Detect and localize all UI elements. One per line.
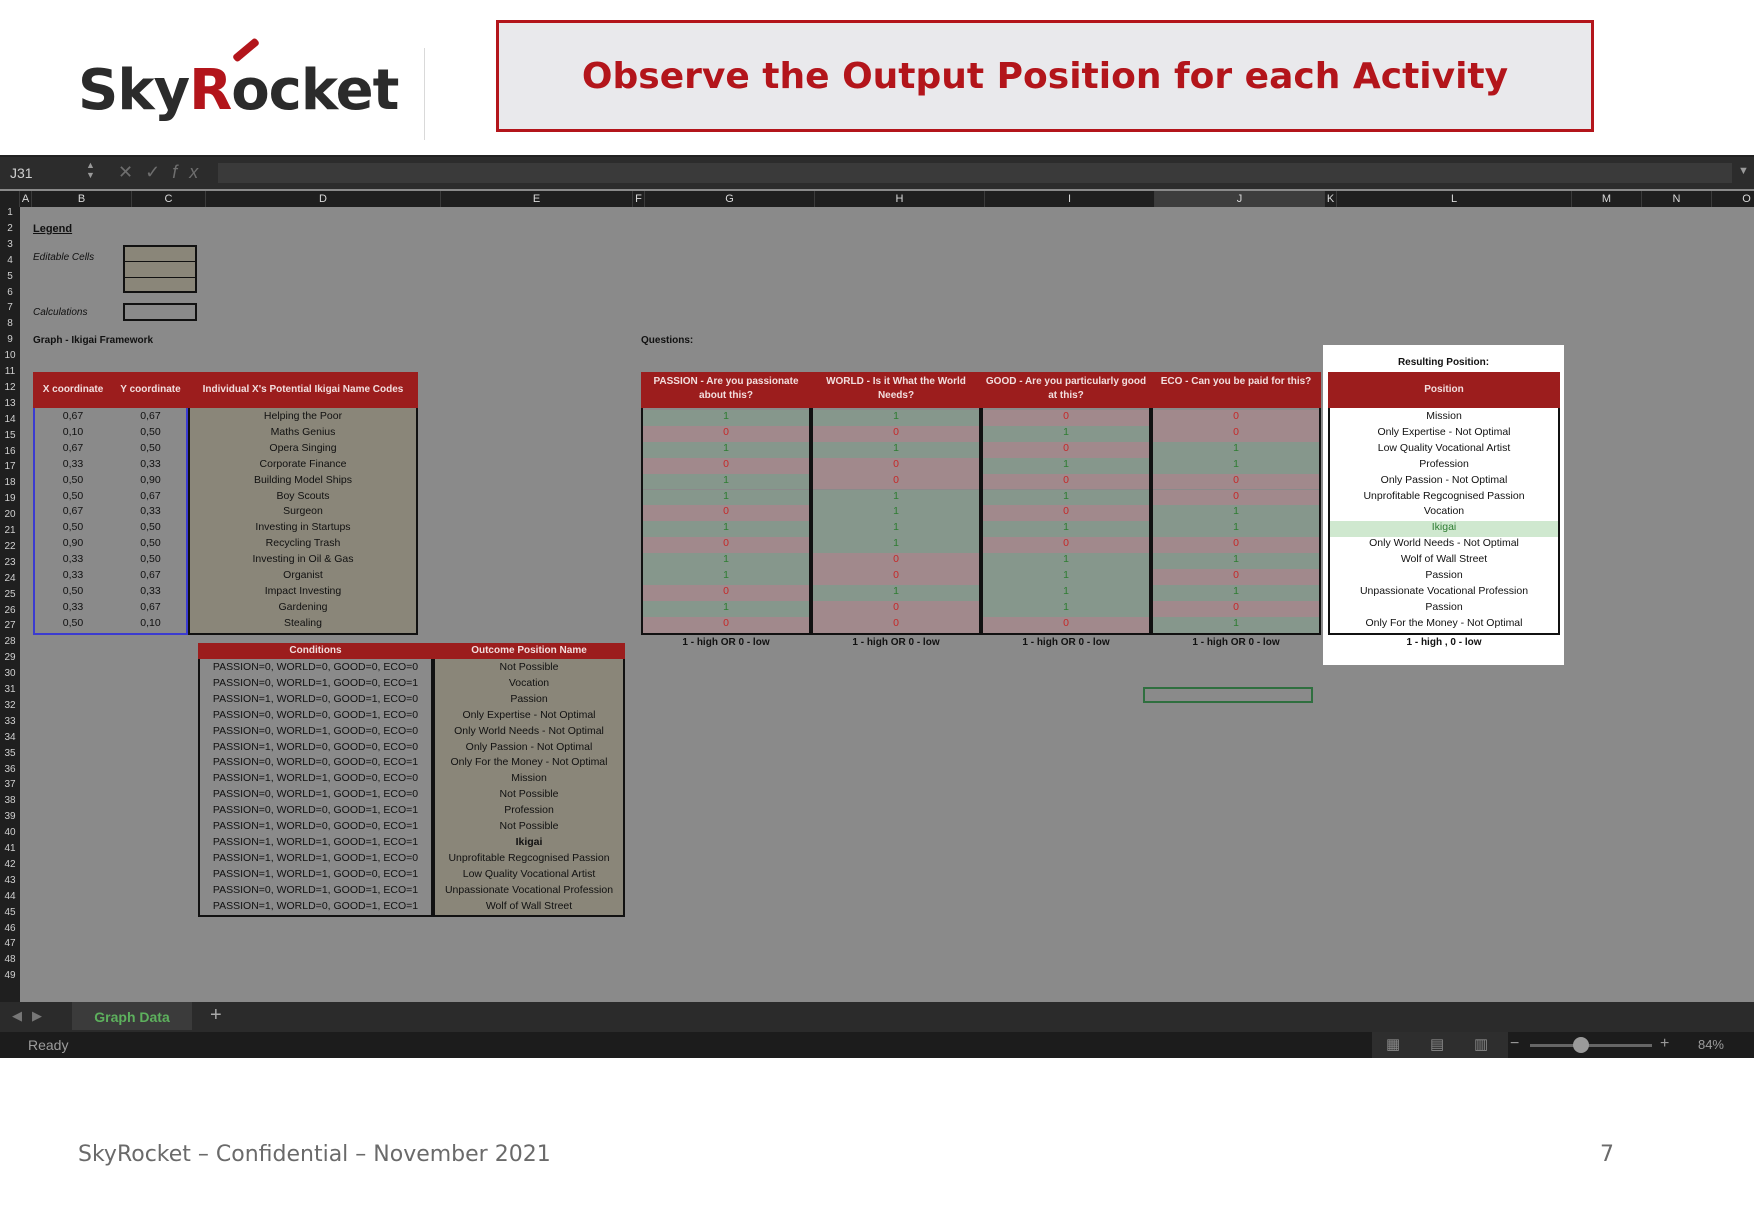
zoom-in-icon[interactable]: + (1660, 1035, 1670, 1052)
column-header[interactable]: D (206, 191, 441, 207)
condition-cell[interactable]: PASSION=0, WORLD=0, GOOD=0, ECO=1 (212, 756, 419, 769)
question-value-cell[interactable]: 1 (643, 474, 809, 490)
sheet-tab-bar (0, 1002, 1754, 1032)
page-break-icon[interactable]: ▥ (1474, 1036, 1489, 1053)
position-header: Position (1328, 372, 1560, 408)
row-header[interactable]: 37 (4, 779, 16, 791)
position-cell[interactable]: Vocation (1423, 505, 1465, 518)
main-table-cell[interactable]: Recycling Trash (265, 537, 341, 550)
column-header[interactable]: G (645, 191, 815, 207)
main-table-cell[interactable]: Boy Scouts (276, 489, 330, 502)
condition-cell[interactable]: PASSION=1, WORLD=0, GOOD=1, ECO=1 (212, 899, 419, 912)
column-header[interactable]: J (1155, 191, 1325, 207)
question-value-cell[interactable]: 1 (1153, 553, 1319, 569)
row-header[interactable]: 31 (4, 684, 16, 695)
outcome-cell[interactable]: Mission (511, 772, 547, 785)
zoom-slider[interactable] (1530, 1044, 1652, 1047)
main-table-cell[interactable]: Opera Singing (269, 441, 337, 454)
outcome-cell[interactable]: Not Possible (499, 820, 559, 832)
slide-title-box (496, 20, 1594, 132)
main-table-cell[interactable]: Helping the Poor (263, 410, 343, 422)
row-header[interactable]: 20 (4, 509, 16, 521)
row-header[interactable]: 41 (4, 843, 16, 854)
row-header[interactable]: 26 (4, 604, 16, 616)
name-box-stepper-icon[interactable]: ▲ ▼ (86, 160, 95, 180)
question-value-cell[interactable]: 0 (1153, 490, 1319, 506)
column-headers (0, 191, 1754, 207)
column-header[interactable]: N (1642, 191, 1712, 207)
normal-view-icon[interactable]: ▦ (1386, 1036, 1401, 1053)
main-table-cell[interactable]: 0,67 (140, 410, 161, 422)
position-cell[interactable]: Passion (1425, 600, 1463, 613)
selected-cell-j31[interactable] (1143, 687, 1313, 703)
question-value-cell[interactable]: 1 (983, 601, 1149, 617)
add-sheet-button[interactable]: + (210, 1004, 222, 1026)
outcome-cell[interactable]: Low Quality Vocational Artist (462, 867, 596, 880)
position-cell[interactable]: Profession (1419, 457, 1469, 470)
position-cell[interactable]: Unpassionate Vocational Profession (1359, 584, 1529, 597)
main-table-cell[interactable]: 0,50 (62, 473, 84, 486)
position-cell[interactable]: Passion (1425, 569, 1463, 581)
main-table-cell[interactable]: Building Model Ships (253, 473, 353, 486)
question-value-cell[interactable]: 0 (983, 537, 1149, 553)
question-value-cell[interactable]: 0 (813, 617, 979, 633)
row-header[interactable]: 36 (4, 763, 16, 775)
main-table-cell[interactable]: 0,50 (62, 489, 84, 502)
condition-cell[interactable]: PASSION=1, WORLD=0, GOOD=1, ECO=0 (212, 692, 419, 705)
condition-cell[interactable]: PASSION=0, WORLD=0, GOOD=1, ECO=0 (212, 708, 419, 721)
excel-window (0, 155, 1754, 1058)
question-footer: 1 - high OR 0 - low (1022, 636, 1110, 648)
position-footer: 1 - high , 0 - low (1406, 636, 1482, 648)
question-value-cell[interactable]: 0 (983, 410, 1149, 426)
main-table-cell[interactable]: 0,33 (140, 505, 161, 518)
question-header: PASSION - Are you passionate about this? (641, 372, 811, 408)
question-value-cell[interactable]: 0 (813, 426, 979, 442)
question-footer: 1 - high OR 0 - low (852, 636, 940, 648)
question-value-cell[interactable]: 1 (983, 426, 1149, 442)
question-value-cell[interactable]: 0 (813, 569, 979, 585)
condition-cell[interactable]: PASSION=1, WORLD=0, GOOD=0, ECO=0 (212, 740, 419, 753)
question-value-cell[interactable]: 0 (983, 617, 1149, 633)
question-value-cell[interactable]: 1 (643, 410, 809, 426)
question-footer: 1 - high OR 0 - low (1192, 636, 1280, 648)
question-value-cell[interactable]: 0 (1153, 474, 1319, 490)
main-table-cell[interactable]: 0,67 (140, 569, 161, 581)
logo-text (78, 58, 398, 123)
outcome-cell[interactable]: Wolf of Wall Street (485, 899, 573, 912)
column-header[interactable]: H (815, 191, 985, 207)
outcome-header: Outcome Position Name (433, 643, 625, 659)
main-table-cell[interactable]: Organist (283, 569, 323, 581)
column-header[interactable]: M (1572, 191, 1642, 207)
row-header[interactable]: 33 (4, 715, 16, 727)
main-table-cell[interactable]: 0,33 (62, 553, 84, 566)
column-header[interactable]: F (633, 191, 645, 207)
outcome-cell[interactable]: Not Possible (499, 788, 559, 801)
question-value-cell[interactable]: 0 (1153, 410, 1319, 426)
status-bar (0, 1032, 1754, 1058)
row-header[interactable]: 49 (4, 970, 16, 982)
row-header[interactable]: 21 (4, 525, 16, 536)
outcome-cell[interactable]: Only World Needs - Not Optimal (454, 724, 604, 737)
outcome-cell[interactable]: Only For the Money - Not Optimal (450, 756, 608, 769)
row-header[interactable]: 47 (4, 938, 16, 950)
outcome-cell[interactable]: Only Passion - Not Optimal (465, 740, 593, 753)
question-value-cell[interactable]: 0 (813, 474, 979, 490)
position-cell[interactable]: Only Expertise - Not Optimal (1377, 425, 1511, 438)
question-header: WORLD - Is it What the World Needs? (811, 372, 981, 408)
condition-cell[interactable]: PASSION=1, WORLD=0, GOOD=0, ECO=1 (212, 820, 419, 832)
row-header[interactable]: 45 (4, 906, 16, 918)
question-value-cell[interactable]: 0 (983, 442, 1149, 458)
position-cell[interactable]: Mission (1426, 410, 1462, 422)
question-value-cell[interactable]: 1 (983, 458, 1149, 474)
row-header[interactable]: 13 (4, 397, 16, 409)
row-header[interactable]: 46 (4, 922, 16, 934)
question-value-cell[interactable]: 1 (813, 490, 979, 506)
row-header[interactable]: 2 (7, 222, 13, 234)
condition-cell[interactable]: PASSION=0, WORLD=1, GOOD=1, ECO=1 (212, 883, 419, 896)
main-table-cell[interactable]: 0,33 (62, 569, 84, 581)
question-value-cell[interactable]: 0 (1153, 569, 1319, 585)
row-header[interactable]: 40 (4, 827, 16, 839)
status-ready: Ready (28, 1037, 69, 1053)
slide-footer: SkyRocket – Confidential – November 2021 (78, 1142, 551, 1167)
row-header[interactable]: 44 (4, 890, 16, 902)
column-header[interactable]: E (441, 191, 633, 207)
row-header[interactable]: 7 (7, 302, 13, 314)
row-header[interactable]: 9 (7, 334, 13, 346)
question-value-cell[interactable]: 1 (813, 537, 979, 553)
question-value-cell[interactable]: 1 (983, 521, 1149, 537)
row-header[interactable]: 29 (4, 652, 16, 664)
row-header[interactable]: 23 (4, 556, 16, 568)
tab-scroll-arrows-icon[interactable]: ◀▶ (12, 1008, 52, 1023)
question-value-cell[interactable]: 1 (813, 442, 979, 458)
question-value-cell[interactable]: 0 (1153, 426, 1319, 442)
zoom-out-icon[interactable]: − (1510, 1035, 1520, 1052)
question-value-cell[interactable]: 1 (813, 585, 979, 601)
sheet-tab-graph-data[interactable]: Graph Data (72, 1002, 192, 1030)
main-table-cell[interactable]: 0,50 (140, 521, 161, 534)
row-header[interactable]: 24 (4, 572, 16, 584)
question-value-cell[interactable]: 0 (813, 458, 979, 474)
outcome-cell[interactable]: Only Expertise - Not Optimal (462, 708, 596, 721)
main-table-cell[interactable]: 0,50 (140, 553, 161, 566)
questions-label: Questions: (641, 335, 694, 346)
column-header[interactable]: B (32, 191, 132, 207)
legend-editable-label: Editable Cells (33, 252, 95, 263)
legend-calculations-label: Calculations (33, 307, 88, 318)
position-cell[interactable]: Ikigai (1330, 521, 1558, 537)
condition-cell[interactable]: PASSION=1, WORLD=1, GOOD=1, ECO=0 (212, 851, 419, 864)
main-table-cell[interactable]: Investing in Startups (255, 521, 351, 534)
formula-input[interactable] (218, 163, 1732, 183)
page-layout-icon[interactable]: ▤ (1430, 1036, 1445, 1053)
question-value-cell[interactable]: 1 (1153, 521, 1319, 537)
row-header[interactable]: 42 (4, 858, 16, 870)
condition-cell[interactable]: PASSION=0, WORLD=1, GOOD=1, ECO=0 (212, 788, 419, 801)
skyrocket-logo (78, 40, 398, 140)
outcome-cell[interactable]: Vocation (508, 676, 550, 689)
question-value-cell[interactable]: 0 (643, 505, 809, 521)
question-header: GOOD - Are you particularly good at this? (981, 372, 1151, 408)
logo-part-r: R (189, 58, 232, 123)
row-header[interactable]: 6 (7, 286, 13, 298)
row-header[interactable]: 17 (4, 461, 16, 473)
question-value-cell[interactable]: 1 (813, 505, 979, 521)
formula-expand-icon[interactable]: ▼ (1738, 165, 1749, 177)
main-table-cell[interactable]: 0,50 (140, 537, 161, 550)
main-table-cell[interactable]: Stealing (284, 616, 322, 629)
column-header[interactable]: A (20, 191, 32, 207)
column-header[interactable]: K (1325, 191, 1337, 207)
row-header[interactable]: 5 (7, 270, 13, 282)
select-all-corner[interactable] (0, 191, 20, 207)
row-header[interactable]: 18 (4, 477, 16, 489)
main-table-cell[interactable]: 0,67 (62, 410, 84, 422)
logo-part-ocket: ocket (231, 58, 399, 123)
conditions-header: Conditions (198, 643, 433, 659)
main-table-cell[interactable]: Gardening (278, 600, 328, 613)
position-cell[interactable]: Only For the Money - Not Optimal (1365, 616, 1523, 629)
fx-icon[interactable]: fx (172, 162, 211, 182)
formula-icons (118, 162, 210, 183)
question-value-cell[interactable]: 0 (643, 426, 809, 442)
main-table-header: Y coordinate (113, 372, 188, 408)
question-value-cell[interactable]: 1 (813, 410, 979, 426)
question-value-cell[interactable]: 0 (983, 474, 1149, 490)
main-table-cell[interactable]: Surgeon (283, 505, 323, 518)
question-value-cell[interactable]: 0 (1153, 537, 1319, 553)
main-table-cell[interactable]: 0,33 (62, 600, 84, 613)
row-header[interactable]: 16 (4, 445, 16, 457)
row-header[interactable]: 48 (4, 954, 16, 966)
main-table-cell[interactable]: Impact Investing (264, 584, 342, 597)
row-header[interactable]: 15 (4, 429, 16, 441)
row-header[interactable]: 28 (4, 636, 16, 648)
main-table-cell[interactable]: 0,50 (62, 584, 84, 597)
main-table-cell[interactable]: 0,50 (62, 521, 84, 534)
question-header: ECO - Can you be paid for this? (1151, 372, 1321, 408)
position-cell[interactable]: Only World Needs - Not Optimal (1369, 537, 1519, 550)
row-headers (0, 207, 20, 1002)
outcome-cell[interactable]: Unprofitable Regcognised Passion (448, 851, 610, 864)
question-value-cell[interactable]: 1 (983, 585, 1149, 601)
question-value-cell[interactable]: 1 (1153, 505, 1319, 521)
main-table-cell[interactable]: 0,33 (140, 457, 161, 470)
question-value-cell[interactable]: 0 (643, 585, 809, 601)
row-header[interactable]: 3 (7, 238, 13, 250)
main-table-cell[interactable]: 0,67 (62, 505, 84, 518)
question-value-cell[interactable]: 1 (1153, 442, 1319, 458)
question-value-cell[interactable]: 1 (983, 569, 1149, 585)
row-header[interactable]: 43 (4, 874, 16, 886)
row-header[interactable]: 30 (4, 668, 16, 680)
question-value-cell[interactable]: 0 (813, 601, 979, 617)
outcome-cell[interactable]: Unpassionate Vocational Profession (444, 883, 614, 896)
question-value-cell[interactable]: 1 (1153, 458, 1319, 474)
condition-cell[interactable]: PASSION=0, WORLD=0, GOOD=1, ECO=1 (212, 804, 419, 817)
row-header[interactable]: 12 (4, 381, 16, 393)
row-header[interactable]: 34 (4, 731, 16, 743)
question-value-cell[interactable]: 1 (643, 553, 809, 569)
question-value-cell[interactable]: 1 (643, 490, 809, 506)
question-value-cell[interactable]: 1 (1153, 585, 1319, 601)
condition-cell[interactable]: PASSION=0, WORLD=0, GOOD=0, ECO=0 (212, 661, 419, 673)
main-table-cell[interactable]: 0,33 (140, 584, 161, 597)
header-divider (424, 48, 425, 140)
row-header[interactable]: 11 (4, 366, 16, 377)
main-table-cell[interactable]: 0,33 (62, 457, 84, 470)
question-value-cell[interactable]: 1 (643, 601, 809, 617)
formula-bar (0, 157, 1754, 189)
main-table-cell[interactable]: 0,50 (140, 425, 161, 438)
position-cell[interactable]: Unprofitable Regcognised Passion (1363, 489, 1525, 502)
row-header[interactable]: 38 (4, 795, 16, 807)
main-table-cell[interactable]: 0,50 (140, 441, 161, 454)
question-value-cell[interactable]: 0 (643, 617, 809, 633)
main-table-cell[interactable]: 0,67 (62, 441, 84, 454)
outcome-cell[interactable]: Not Possible (499, 661, 559, 673)
slide-title: Observe the Output Position for each Activity (581, 55, 1509, 97)
cancel-icon[interactable]: ✕ (118, 162, 146, 182)
column-header[interactable]: C (132, 191, 206, 207)
row-header[interactable]: 32 (4, 699, 16, 711)
question-value-cell[interactable]: 1 (643, 442, 809, 458)
main-table-cell[interactable]: 0,10 (62, 425, 84, 438)
view-buttons (1372, 1032, 1508, 1058)
main-table-cell[interactable]: Maths Genius (270, 425, 336, 438)
question-value-cell[interactable]: 1 (643, 569, 809, 585)
row-header[interactable]: 39 (4, 811, 16, 823)
name-box[interactable]: J31 (10, 165, 33, 181)
main-table-cell[interactable]: 0,67 (140, 489, 161, 502)
outcome-cell[interactable]: Ikigai (515, 835, 543, 848)
legend-calculations-swatch (123, 303, 197, 321)
zoom-slider-handle[interactable] (1573, 1037, 1589, 1053)
column-header[interactable]: I (985, 191, 1155, 207)
graph-title: Graph - Ikigai Framework (33, 335, 154, 346)
row-header[interactable]: 35 (4, 747, 16, 759)
row-header[interactable]: 4 (7, 254, 13, 266)
confirm-icon[interactable]: ✓ (145, 162, 173, 182)
logo-part-sky: Sky (78, 58, 190, 123)
question-value-cell[interactable]: 1 (983, 490, 1149, 506)
question-value-cell[interactable]: 0 (983, 505, 1149, 521)
condition-cell[interactable]: PASSION=0, WORLD=1, GOOD=0, ECO=1 (212, 676, 419, 689)
main-table-cell[interactable]: 0,67 (140, 600, 161, 613)
question-value-cell[interactable]: 0 (643, 537, 809, 553)
main-table-cell[interactable]: 0,90 (140, 473, 161, 486)
row-header[interactable]: 25 (4, 588, 16, 600)
main-table-cell[interactable]: 0,50 (62, 616, 84, 629)
main-table-cell[interactable]: 0,10 (140, 616, 161, 629)
position-cell[interactable]: Only Passion - Not Optimal (1380, 473, 1508, 486)
main-table-cell[interactable]: Investing in Oil & Gas (252, 553, 354, 566)
position-cell[interactable]: Low Quality Vocational Artist (1377, 441, 1511, 454)
column-header[interactable]: O (1712, 191, 1754, 207)
main-table-header: X coordinate (33, 372, 113, 408)
row-header[interactable]: 1 (7, 207, 13, 218)
resulting-position-label: Resulting Position: (1397, 357, 1490, 368)
row-header[interactable]: 19 (4, 493, 16, 505)
row-header[interactable]: 10 (4, 350, 16, 362)
row-header[interactable]: 27 (4, 620, 16, 632)
condition-cell[interactable]: PASSION=1, WORLD=1, GOOD=0, ECO=0 (212, 772, 419, 785)
outcome-cell[interactable]: Passion (510, 692, 548, 705)
question-value-cell[interactable]: 1 (813, 521, 979, 537)
zoom-percentage: 84% (1697, 1037, 1724, 1052)
column-header[interactable]: L (1337, 191, 1572, 207)
position-cell[interactable]: Wolf of Wall Street (1400, 553, 1488, 566)
question-footer: 1 - high OR 0 - low (682, 636, 770, 648)
question-value-cell[interactable]: 1 (1153, 617, 1319, 633)
question-value-cell[interactable]: 0 (643, 458, 809, 474)
condition-cell[interactable]: PASSION=1, WORLD=1, GOOD=0, ECO=1 (212, 867, 419, 880)
outcome-cell[interactable]: Profession (504, 804, 554, 817)
legend-editable-swatch (123, 245, 197, 293)
question-value-cell[interactable]: 1 (643, 521, 809, 537)
question-value-cell[interactable]: 0 (1153, 601, 1319, 617)
sheet-grid[interactable] (20, 207, 1754, 1002)
row-header[interactable]: 8 (7, 318, 13, 330)
page-number: 7 (1600, 1142, 1614, 1167)
legend-title: Legend (33, 223, 73, 235)
condition-cell[interactable]: PASSION=1, WORLD=1, GOOD=1, ECO=1 (212, 835, 419, 848)
main-table-header: Individual X's Potential Ikigai Name Codes (188, 372, 418, 408)
condition-cell[interactable]: PASSION=0, WORLD=1, GOOD=0, ECO=0 (212, 724, 419, 737)
question-value-cell[interactable]: 1 (983, 553, 1149, 569)
main-table-cell[interactable]: Corporate Finance (259, 457, 347, 470)
row-header[interactable]: 14 (4, 413, 16, 425)
question-value-cell[interactable]: 0 (813, 553, 979, 569)
main-table-cell[interactable]: 0,90 (62, 537, 84, 550)
row-header[interactable]: 22 (4, 540, 16, 552)
